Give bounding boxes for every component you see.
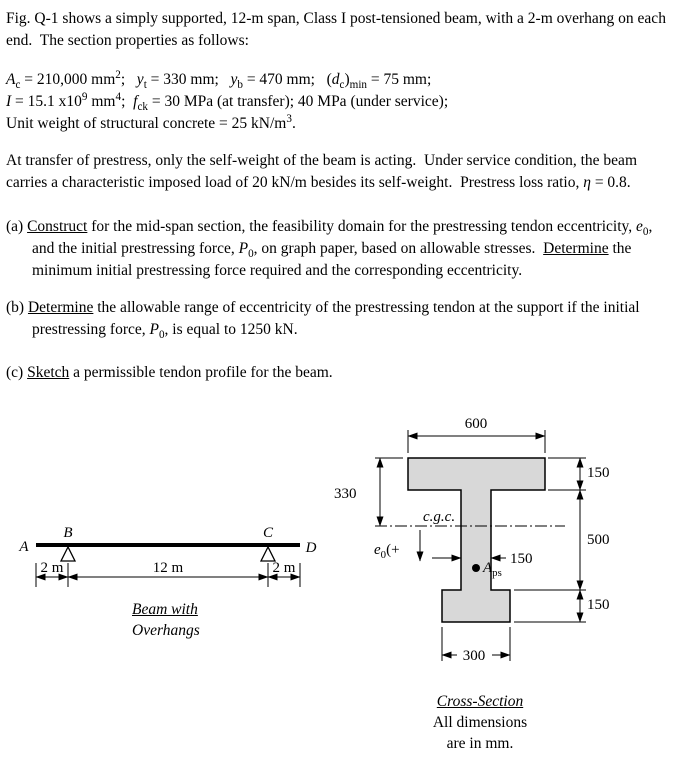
question-item-c [6, 362, 676, 384]
intro-paragraph: Fig. Q-1 shows a simply supported, 12-m span, Class I post-tensioned beam, with a 2-m overhang on each end. The section properties as follows: [6, 10, 666, 49]
beam-diagram [8, 515, 348, 665]
loading-paragraph: At transfer of prestress, only the self-weight of the beam is acting. Under service condition, the beam carries a characteristic imposed load of 20 kN/m besides its self-weight. Prestress loss ratio, η = 0.8. [6, 152, 637, 191]
item-a-marker: (a) [6, 218, 24, 235]
cross-section-caption [395, 691, 565, 754]
cross-section-drawing [320, 403, 630, 671]
cross-section-caption-line2: All dimensions [432, 714, 528, 731]
beam-diagram-caption [132, 599, 200, 641]
dim-label-bottom-width: 300 [462, 648, 486, 664]
dim-label-web-width: 150 [510, 551, 533, 567]
dim-label-top-width: 600 [464, 416, 488, 432]
dim-label-span: 12 m [152, 560, 184, 576]
cgc-label: c.g.c. [423, 509, 456, 525]
beam-cross-section-shape [408, 458, 545, 622]
item-c-text: Sketch a permissible tendon profile for the beam. [27, 364, 333, 381]
beam-label-a: A [19, 539, 29, 555]
aps-label: $A_{ps}$ [483, 560, 502, 579]
dim-label-left-overhang: 2 m [40, 560, 64, 576]
dim-label-bottom-flange-depth: 150 [587, 597, 610, 613]
support-triangle-b [61, 547, 75, 561]
property-line-1: $A_c = 210,000$ $mm^2$; $y_t = 330$ mm; $y_b = 470$ mm; $(d_c)_{min} = 75$ mm; [6, 68, 432, 92]
dim-label-right-overhang: 2 m [272, 560, 296, 576]
problem-text [6, 8, 676, 384]
dim-label-top-flange-depth: 150 [587, 465, 610, 481]
item-a-text: Construct for the mid-span section, the feasibility domain for the prestressing tendon eccentricity, $e_0$, and the initial prestressing force, $P_0$, on graph paper, based on allowable stresses. Determine the minimum initial prestressing force required and the corresponding eccentricity. [27, 218, 653, 279]
beam-label-d: D [305, 540, 317, 556]
property-line-2: I = 15.1 $x10^9$ $mm^4$; $f_{ck} = 30$ MPa (at transfer); 40 MPa (under service); [6, 90, 449, 114]
item-c-marker: (c) [6, 364, 24, 381]
question-item-a [6, 216, 676, 282]
property-line-3: Unit weight of structural concrete = 25 $kN/m^3$. [6, 112, 296, 132]
support-triangle-c [261, 547, 275, 561]
dim-label-yt: 330 [334, 486, 357, 502]
section-properties [6, 69, 676, 135]
cross-section-diagram [320, 403, 632, 763]
cross-section-caption-line3: are in mm. [446, 735, 514, 752]
beam-label-b: B [63, 525, 73, 541]
item-b-text: Determine the allowable range of eccentricity of the prestressing tendon at the support if the initial prestressing force, $P_0$, is equal to 1250 kN. [27, 299, 640, 342]
beam-caption-line1: Beam with [132, 601, 198, 618]
tendon-point-aps [472, 564, 480, 572]
cross-section-caption-title: Cross-Section [436, 693, 524, 710]
item-b-marker: (b) [6, 299, 25, 316]
eccentricity-label: $e_0(+$ [374, 542, 400, 561]
question-item-b [6, 297, 676, 341]
beam-label-c: C [262, 525, 274, 541]
beam-caption-line2: Overhangs [132, 622, 200, 639]
dim-label-web-height: 500 [587, 532, 610, 548]
